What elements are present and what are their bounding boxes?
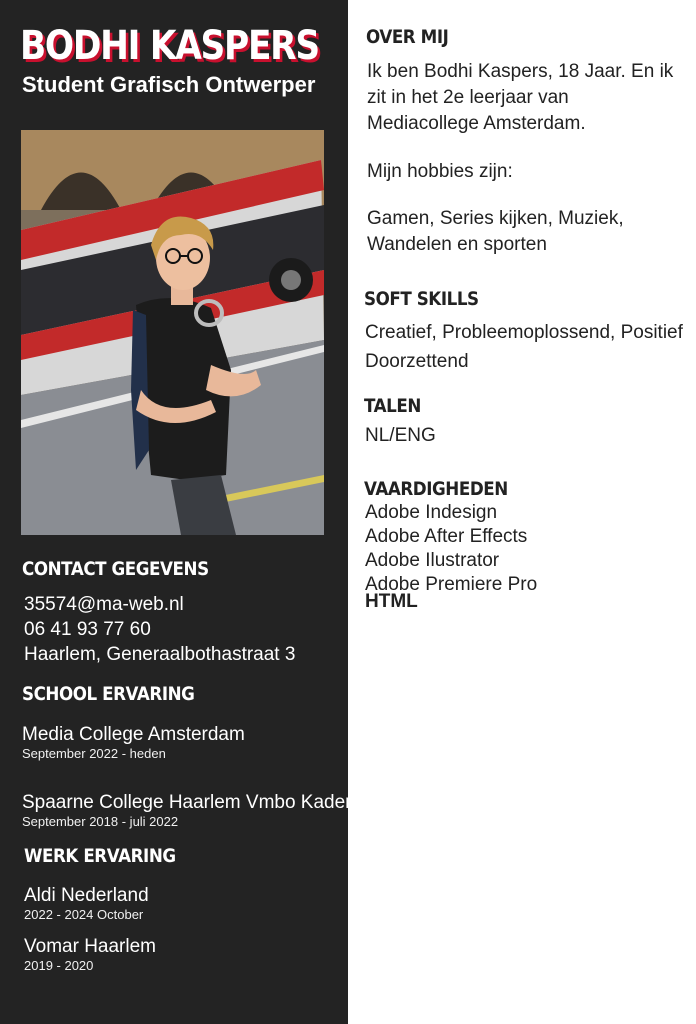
contact-address: Haarlem, Generaalbothastraat 3 [24, 644, 296, 665]
job-subtitle: Student Grafisch Ontwerper [22, 72, 316, 97]
work-entry-1 [24, 885, 149, 923]
work-entry-title: Vomar Haarlem [24, 936, 156, 957]
school-entry-2 [22, 792, 352, 830]
about-heading: OVER MIJ [366, 26, 449, 48]
contact-phone[interactable]: 06 41 93 77 60 [24, 619, 151, 640]
work-entry-date: 2019 - 2020 [24, 958, 94, 973]
main-content [348, 0, 696, 1024]
languages-value: NL/ENG [365, 425, 436, 446]
work-entry-date: 2022 - 2024 October [24, 907, 144, 922]
name-title: BODHI KASPERS [20, 23, 319, 69]
skill-item: Adobe Indesign [365, 502, 498, 523]
skills-list [365, 501, 537, 614]
school-entry-1 [22, 724, 245, 762]
school-entry-title: Spaarne College Haarlem Vmbo Kader [22, 792, 352, 813]
soft-skills-line: Doorzettend [365, 351, 469, 372]
about-line: zit in het 2e leerjaar van [367, 87, 569, 108]
contact-details [24, 592, 295, 667]
contact-email[interactable]: 35574@ma-web.nl [24, 594, 184, 615]
soft-skills-line: Creatief, Probleemoplossend, Positief [365, 322, 683, 343]
hobbies-line: Wandelen en sporten [367, 234, 547, 255]
work-heading: WERK ERVARING [24, 845, 176, 867]
languages-heading: TALEN [364, 395, 421, 417]
soft-skills-text [365, 318, 683, 376]
about-line: Mediacollege Amsterdam. [367, 113, 586, 134]
portrait-photo [21, 130, 324, 535]
skill-item: Adobe After Effects [365, 526, 528, 547]
school-entry-date: September 2022 - heden [22, 746, 166, 761]
about-text [367, 59, 673, 137]
skills-heading: VAARDIGHEDEN [364, 478, 508, 500]
skill-item: Adobe Premiere Pro [365, 574, 538, 595]
skill-item: Adobe Ilustrator [365, 550, 500, 571]
work-entry-title: Aldi Nederland [24, 885, 149, 906]
hobbies-line: Gamen, Series kijken, Muziek, [367, 208, 624, 229]
school-entry-date: September 2018 - juli 2022 [22, 814, 179, 829]
school-heading: SCHOOL ERVARING [22, 683, 195, 705]
about-line: Ik ben Bodhi Kaspers, 18 Jaar. En ik [367, 61, 674, 82]
skill-item: HTML [365, 591, 418, 612]
work-entry-2 [24, 936, 156, 974]
school-entry-title: Media College Amsterdam [22, 724, 245, 745]
hobbies-text [367, 206, 624, 258]
contact-heading: CONTACT GEGEVENS [22, 558, 209, 580]
hobbies-label: Mijn hobbies zijn: [367, 161, 513, 182]
soft-skills-heading: SOFT SKILLS [364, 288, 479, 310]
